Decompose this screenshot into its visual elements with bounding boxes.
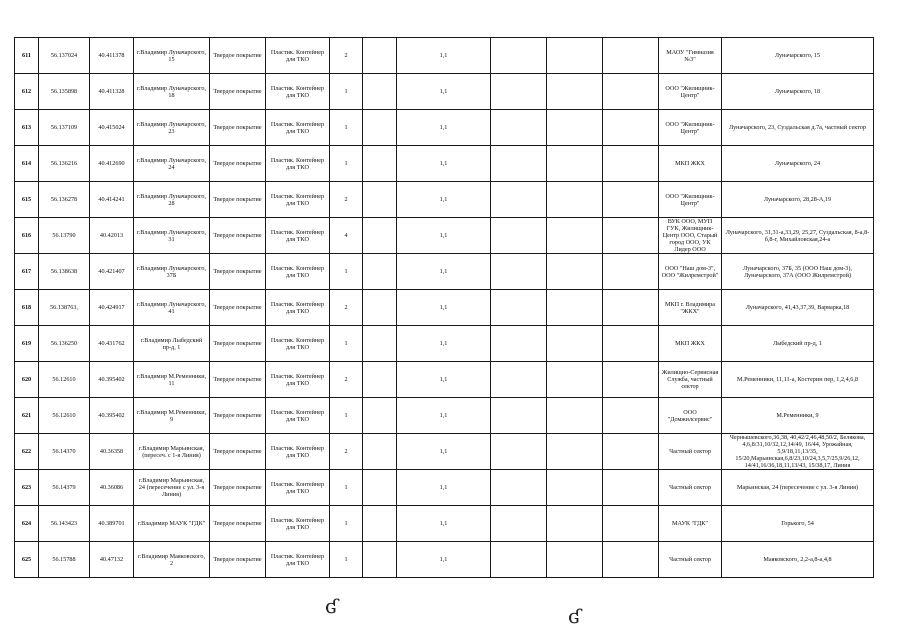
- served-addresses-cell: Маяковского, 2,2-а,8-а,4,8: [722, 542, 874, 578]
- longitude-cell: 40.431762: [90, 326, 134, 362]
- surface-cell: Твердое покрытие: [210, 326, 266, 362]
- served-addresses-cell: М.Ременники, 11,11-а, Костерин пер, 1,2,4,6,8: [722, 362, 874, 398]
- longitude-cell: 40.421407: [90, 254, 134, 290]
- container-type-cell: Пластик. Контейнер для ТКО: [266, 398, 330, 434]
- location-cell: г.Владимир М.Ременники, 11: [134, 362, 210, 398]
- served-addresses-cell: М.Ременники, 9: [722, 398, 874, 434]
- container-type-cell: Пластик. Контейнер для ТКО: [266, 362, 330, 398]
- empty-cell: [491, 398, 547, 434]
- table-row: [15, 398, 874, 434]
- surface-cell: Твердое покрытие: [210, 290, 266, 326]
- empty-cell: [491, 290, 547, 326]
- surface-cell: Твердое покрытие: [210, 254, 266, 290]
- table-row: [15, 506, 874, 542]
- location-cell: г.Владимир Луначарского, 18: [134, 74, 210, 110]
- container-type-cell: Пластик. Контейнер для ТКО: [266, 326, 330, 362]
- empty-cell: [603, 326, 659, 362]
- container-count-cell: 1: [330, 74, 363, 110]
- table-row: [15, 146, 874, 182]
- empty-cell: [603, 542, 659, 578]
- surface-cell: Твердое покрытие: [210, 470, 266, 506]
- location-cell: г.Владимир Луначарского, 15: [134, 38, 210, 74]
- organization-cell: Жилищно-Сервисная Служба, частный сектор: [659, 362, 722, 398]
- surface-cell: Твердое покрытие: [210, 506, 266, 542]
- empty-cell: [363, 146, 397, 182]
- volume-cell: 1,1: [397, 146, 491, 182]
- container-count-cell: 2: [330, 434, 363, 470]
- empty-cell: [363, 398, 397, 434]
- empty-cell: [603, 218, 659, 254]
- longitude-cell: 40.42013: [90, 218, 134, 254]
- surface-cell: Твердое покрытие: [210, 74, 266, 110]
- container-type-cell: Пластик. Контейнер для ТКО: [266, 506, 330, 542]
- handwritten-mark: ʛ: [568, 604, 582, 628]
- container-count-cell: 2: [330, 362, 363, 398]
- served-addresses-cell: Горького, 54: [722, 506, 874, 542]
- latitude-cell: 56.15788: [39, 542, 90, 578]
- longitude-cell: 40.412690: [90, 146, 134, 182]
- served-addresses-cell: Лыбедский пр-д, 1: [722, 326, 874, 362]
- empty-cell: [547, 254, 603, 290]
- empty-cell: [363, 74, 397, 110]
- row-number-cell: 623: [15, 470, 39, 506]
- latitude-cell: 56.136278: [39, 182, 90, 218]
- empty-cell: [491, 362, 547, 398]
- row-number-cell: 613: [15, 110, 39, 146]
- volume-cell: 1,1: [397, 362, 491, 398]
- empty-cell: [363, 218, 397, 254]
- volume-cell: 1,1: [397, 470, 491, 506]
- empty-cell: [547, 74, 603, 110]
- empty-cell: [491, 218, 547, 254]
- container-type-cell: Пластик. Контейнер для ТКО: [266, 110, 330, 146]
- volume-cell: 1,1: [397, 290, 491, 326]
- volume-cell: 1,1: [397, 506, 491, 542]
- container-type-cell: Пластик. Контейнер для ТКО: [266, 218, 330, 254]
- container-count-cell: 1: [330, 470, 363, 506]
- container-count-cell: 2: [330, 38, 363, 74]
- location-cell: г.Владимир Марьинская, 24 (пересечение с ул. 3-я Линия): [134, 470, 210, 506]
- location-cell: г.Владимир Лыбедский пр-д, 1: [134, 326, 210, 362]
- table-row: [15, 470, 874, 506]
- empty-cell: [603, 290, 659, 326]
- row-number-cell: 625: [15, 542, 39, 578]
- latitude-cell: 56.136250: [39, 326, 90, 362]
- table-row: [15, 182, 874, 218]
- organization-cell: МАУК "ГДК": [659, 506, 722, 542]
- surface-cell: Твердое покрытие: [210, 434, 266, 470]
- empty-cell: [363, 542, 397, 578]
- location-cell: г.Владимир Луначарского, 41: [134, 290, 210, 326]
- volume-cell: 1,1: [397, 254, 491, 290]
- empty-cell: [491, 74, 547, 110]
- empty-cell: [363, 470, 397, 506]
- organization-cell: ООО "Жилищник-Центр": [659, 74, 722, 110]
- location-cell: г.Владимир Луначарского, 24: [134, 146, 210, 182]
- longitude-cell: 40.389701: [90, 506, 134, 542]
- container-count-cell: 1: [330, 398, 363, 434]
- location-cell: г.Владимир М.Ременники, 9: [134, 398, 210, 434]
- empty-cell: [547, 542, 603, 578]
- location-cell: г.Владимир Маяковского, 2: [134, 542, 210, 578]
- served-addresses-cell: Луначарского, 37Б, 35 (ООО Наш дом-3), Луначарского, 37А (ООО Жилремстрой): [722, 254, 874, 290]
- surface-cell: Твердое покрытие: [210, 218, 266, 254]
- table-row: [15, 542, 874, 578]
- served-addresses-cell: Луначарского, 31,31-а,33,29, 25,27, Суздальская, 8-а,8-б,8-г, Михайловская,24-а: [722, 218, 874, 254]
- organization-cell: ООО "Наш дом-3", ООО "Жилремстрой": [659, 254, 722, 290]
- empty-cell: [603, 182, 659, 218]
- table-row: [15, 218, 874, 254]
- served-addresses-cell: Луначарского, 18: [722, 74, 874, 110]
- row-number-cell: 611: [15, 38, 39, 74]
- empty-cell: [603, 110, 659, 146]
- served-addresses-cell: Луначарского, 23, Суздальская д.7а, частный сектор: [722, 110, 874, 146]
- empty-cell: [363, 110, 397, 146]
- table-row: [15, 38, 874, 74]
- latitude-cell: 56.143423: [39, 506, 90, 542]
- location-cell: г.Владимир Луначарского, 37Б: [134, 254, 210, 290]
- empty-cell: [603, 506, 659, 542]
- longitude-cell: 40.411378: [90, 38, 134, 74]
- empty-cell: [547, 326, 603, 362]
- row-number-cell: 624: [15, 506, 39, 542]
- longitude-cell: 40.411328: [90, 74, 134, 110]
- empty-cell: [363, 38, 397, 74]
- handwritten-mark: ʛ: [325, 594, 339, 618]
- surface-cell: Твердое покрытие: [210, 182, 266, 218]
- table-row: [15, 362, 874, 398]
- volume-cell: 1,1: [397, 398, 491, 434]
- table-row: [15, 74, 874, 110]
- table-row: [15, 254, 874, 290]
- served-addresses-cell: Марьинская, 24 (пересечение с ул. 3-я Линия): [722, 470, 874, 506]
- latitude-cell: 56.12610: [39, 362, 90, 398]
- row-number-cell: 614: [15, 146, 39, 182]
- row-number-cell: 621: [15, 398, 39, 434]
- location-cell: г.Владимир Луначарского, 31: [134, 218, 210, 254]
- organization-cell: МАОУ "Гимназия №3": [659, 38, 722, 74]
- longitude-cell: 40.36358: [90, 434, 134, 470]
- empty-cell: [547, 434, 603, 470]
- table-row: [15, 110, 874, 146]
- container-count-cell: 1: [330, 110, 363, 146]
- empty-cell: [547, 146, 603, 182]
- container-type-cell: Пластик. Контейнер для ТКО: [266, 434, 330, 470]
- volume-cell: 1,1: [397, 74, 491, 110]
- container-count-cell: 1: [330, 542, 363, 578]
- empty-cell: [363, 290, 397, 326]
- organization-cell: ООО "Домжилсервис": [659, 398, 722, 434]
- row-number-cell: 617: [15, 254, 39, 290]
- container-count-cell: 2: [330, 290, 363, 326]
- empty-cell: [491, 470, 547, 506]
- empty-cell: [491, 542, 547, 578]
- container-count-cell: 1: [330, 146, 363, 182]
- empty-cell: [491, 38, 547, 74]
- organization-cell: Частный сектор: [659, 542, 722, 578]
- empty-cell: [491, 182, 547, 218]
- container-count-cell: 2: [330, 182, 363, 218]
- container-type-cell: Пластик. Контейнер для ТКО: [266, 254, 330, 290]
- empty-cell: [491, 326, 547, 362]
- container-count-cell: 1: [330, 506, 363, 542]
- row-number-cell: 619: [15, 326, 39, 362]
- empty-cell: [603, 74, 659, 110]
- longitude-cell: 40.395402: [90, 362, 134, 398]
- empty-cell: [547, 290, 603, 326]
- empty-cell: [363, 326, 397, 362]
- longitude-cell: 40.414241: [90, 182, 134, 218]
- container-type-cell: Пластик. Контейнер для ТКО: [266, 146, 330, 182]
- row-number-cell: 615: [15, 182, 39, 218]
- served-addresses-cell: Чернышевского,36,38, 40,42/2,46,48,50/2, Белякова, 4,6,8/31,10/32,12,14/49, 16/44, Урожайная, 5,9/18,11,13/35, 15/20,Марьинская,6,8/23,10/24,3,5,7/25,9/26,12, 14/41,16/36,18,11,13/43, 15/38,17, Линия: [722, 434, 874, 470]
- surface-cell: Твердое покрытие: [210, 110, 266, 146]
- container-type-cell: Пластик. Контейнер для ТКО: [266, 74, 330, 110]
- volume-cell: 1,1: [397, 326, 491, 362]
- empty-cell: [547, 182, 603, 218]
- surface-cell: Твердое покрытие: [210, 542, 266, 578]
- surface-cell: Твердое покрытие: [210, 362, 266, 398]
- volume-cell: 1,1: [397, 434, 491, 470]
- empty-cell: [547, 398, 603, 434]
- volume-cell: 1,1: [397, 218, 491, 254]
- organization-cell: МКП ЖКХ: [659, 146, 722, 182]
- empty-cell: [491, 110, 547, 146]
- latitude-cell: 56.136216: [39, 146, 90, 182]
- empty-cell: [547, 470, 603, 506]
- longitude-cell: 40.395402: [90, 398, 134, 434]
- latitude-cell: 56.138763,: [39, 290, 90, 326]
- location-cell: г.Владимир Луначарского, 23: [134, 110, 210, 146]
- organization-cell: ООО "Жилищник-Центр": [659, 110, 722, 146]
- organization-cell: ООО "Жилищник-Центр": [659, 182, 722, 218]
- table-row: [15, 290, 874, 326]
- served-addresses-cell: Луначарского, 24: [722, 146, 874, 182]
- table-row: [15, 326, 874, 362]
- container-type-cell: Пластик. Контейнер для ТКО: [266, 470, 330, 506]
- empty-cell: [603, 362, 659, 398]
- empty-cell: [603, 470, 659, 506]
- volume-cell: 1,1: [397, 542, 491, 578]
- empty-cell: [491, 434, 547, 470]
- served-addresses-cell: Луначарского, 41,43,37,39, Варварка,18: [722, 290, 874, 326]
- empty-cell: [603, 38, 659, 74]
- surface-cell: Твердое покрытие: [210, 38, 266, 74]
- row-number-cell: 618: [15, 290, 39, 326]
- empty-cell: [603, 146, 659, 182]
- latitude-cell: 56.14379: [39, 470, 90, 506]
- volume-cell: 1,1: [397, 38, 491, 74]
- empty-cell: [363, 362, 397, 398]
- empty-cell: [547, 362, 603, 398]
- empty-cell: [547, 38, 603, 74]
- table-body: [15, 38, 874, 578]
- location-cell: г.Владимир Марьинская, (пересеч. с 1-я Линия): [134, 434, 210, 470]
- longitude-cell: 40.47132: [90, 542, 134, 578]
- empty-cell: [363, 182, 397, 218]
- empty-cell: [363, 434, 397, 470]
- empty-cell: [603, 254, 659, 290]
- empty-cell: [603, 398, 659, 434]
- latitude-cell: 56.12610: [39, 398, 90, 434]
- volume-cell: 1,1: [397, 182, 491, 218]
- longitude-cell: 40.415024: [90, 110, 134, 146]
- organization-cell: МКП ЖКХ: [659, 326, 722, 362]
- container-count-cell: 1: [330, 254, 363, 290]
- container-type-cell: Пластик. Контейнер для ТКО: [266, 38, 330, 74]
- empty-cell: [547, 218, 603, 254]
- organization-cell: МКП г. Владимира "ЖКХ": [659, 290, 722, 326]
- container-type-cell: Пластик. Контейнер для ТКО: [266, 290, 330, 326]
- served-addresses-cell: Луначарского, 15: [722, 38, 874, 74]
- empty-cell: [491, 254, 547, 290]
- container-count-cell: 1: [330, 326, 363, 362]
- empty-cell: [491, 146, 547, 182]
- latitude-cell: 56.13790: [39, 218, 90, 254]
- empty-cell: [363, 254, 397, 290]
- row-number-cell: 622: [15, 434, 39, 470]
- served-addresses-cell: Луначарского, 28,28-А,19: [722, 182, 874, 218]
- volume-cell: 1,1: [397, 110, 491, 146]
- organization-cell: Частный сектор: [659, 434, 722, 470]
- organization-cell: Частный сектор: [659, 470, 722, 506]
- longitude-cell: 40.36086: [90, 470, 134, 506]
- row-number-cell: 616: [15, 218, 39, 254]
- empty-cell: [491, 506, 547, 542]
- container-count-cell: 4: [330, 218, 363, 254]
- empty-cell: [547, 110, 603, 146]
- location-cell: г.Владимир Луначарского, 28: [134, 182, 210, 218]
- row-number-cell: 620: [15, 362, 39, 398]
- longitude-cell: 40.424917: [90, 290, 134, 326]
- latitude-cell: 56.14370: [39, 434, 90, 470]
- location-cell: г.Владимир МАУК "ГДК": [134, 506, 210, 542]
- empty-cell: [603, 434, 659, 470]
- waste-sites-table: [14, 37, 874, 578]
- latitude-cell: 56.137109: [39, 110, 90, 146]
- organization-cell: ВУК ООО, МУП ГУК, Жилищник-Центр ООО, Старый город ООО, УК Лидер ООО: [659, 218, 722, 254]
- container-type-cell: Пластик. Контейнер для ТКО: [266, 542, 330, 578]
- surface-cell: Твердое покрытие: [210, 146, 266, 182]
- latitude-cell: 56.138638: [39, 254, 90, 290]
- container-type-cell: Пластик. Контейнер для ТКО: [266, 182, 330, 218]
- empty-cell: [363, 506, 397, 542]
- table-row: [15, 434, 874, 470]
- latitude-cell: 56.137024: [39, 38, 90, 74]
- row-number-cell: 612: [15, 74, 39, 110]
- surface-cell: Твердое покрытие: [210, 398, 266, 434]
- empty-cell: [547, 506, 603, 542]
- latitude-cell: 56.135898: [39, 74, 90, 110]
